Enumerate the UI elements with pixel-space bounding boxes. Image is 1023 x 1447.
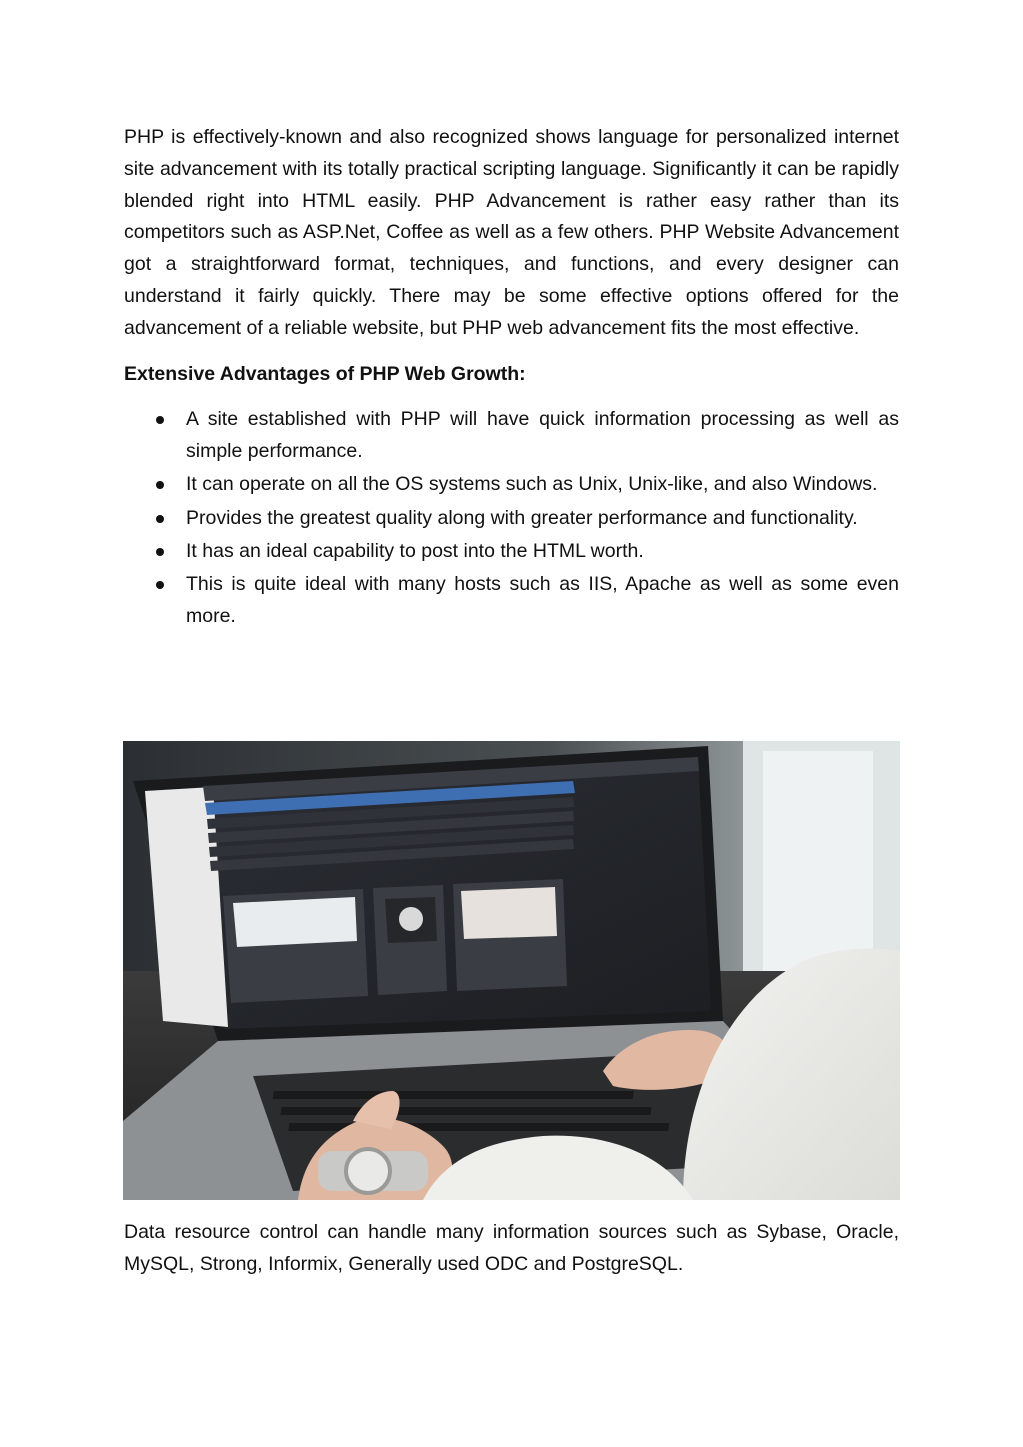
bullet-icon [156, 515, 164, 523]
intro-paragraph: PHP is effectively-known and also recognized shows language for personalized internet site advancement with its totally practical scripting language. Significantly it can be rapidly blended right into HTML easily. PHP Advancement is rather easy rather than its competitors such as ASP.Net, Coffee as well as a few others. PHP Website Advancement got a straightforward format, techniques, and functions, and every designer can understand it fairly quickly. There may be some effective options offered for the advancement of a reliable website, but PHP web advancement fits the most effective. [124, 126, 899, 339]
section-heading: Extensive Advantages of PHP Web Growth: [124, 362, 526, 385]
bullet-icon [156, 481, 164, 489]
bullet-icon [156, 548, 164, 556]
list-item-text: It can operate on all the OS systems such as Unix, Unix-like, and also Windows. [186, 473, 878, 496]
bullet-icon [156, 416, 164, 424]
advantages-list [124, 404, 899, 633]
document-body [124, 122, 899, 634]
closing-section [124, 1217, 899, 1281]
list-item-text: Provides the greatest quality along with greater performance and functionality. [186, 506, 858, 529]
list-item [124, 404, 899, 468]
bullet-icon [156, 581, 164, 589]
list-item [124, 569, 899, 633]
list-item [124, 469, 899, 501]
list-item-text: It has an ideal capability to post into the HTML worth. [186, 540, 644, 563]
laptop-photo [123, 741, 900, 1200]
list-item-text: A site established with PHP will have quick information processing as well as simple performance. [186, 408, 899, 463]
list-item [124, 503, 899, 535]
closing-paragraph: Data resource control can handle many information sources such as Sybase, Oracle, MySQL, Strong, Informix, Generally used ODC and PostgreSQL. [124, 1221, 899, 1275]
laptop-photo-illustration [123, 741, 900, 1200]
list-item [124, 536, 899, 568]
list-item-text: This is quite ideal with many hosts such as IIS, Apache as well as some even more. [186, 573, 899, 628]
